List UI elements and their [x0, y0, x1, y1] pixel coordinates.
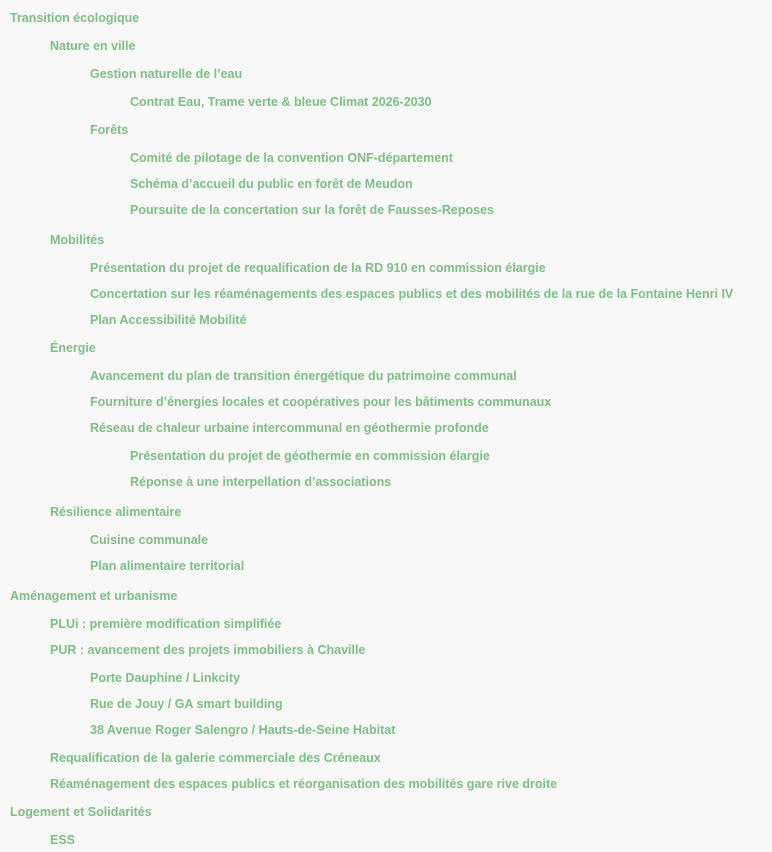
- toc-link-level-2[interactable]: Rue de Jouy / GA smart building: [90, 697, 283, 711]
- toc-link-level-0[interactable]: Aménagement et urbanisme: [10, 589, 178, 603]
- toc-link-level-1[interactable]: Requalification de la galerie commerciale des Créneaux: [50, 751, 381, 765]
- toc-link-level-2[interactable]: Cuisine communale: [90, 533, 209, 547]
- toc-link-level-2[interactable]: Porte Dauphine / Linkcity: [90, 671, 241, 685]
- toc-link-level-3[interactable]: Poursuite de la concertation sur la forêt de Fausses-Reposes: [130, 203, 494, 217]
- toc-link-level-1[interactable]: Énergie: [50, 341, 96, 355]
- toc-link-level-2[interactable]: Forêts: [90, 123, 129, 137]
- toc-link-level-3[interactable]: Réponse à une interpellation d’associations: [130, 475, 392, 489]
- toc-link-level-1[interactable]: PLUi : première modification simplifiée: [50, 617, 282, 631]
- toc-link-level-1[interactable]: Résilience alimentaire: [50, 505, 182, 519]
- toc-link-level-3[interactable]: Présentation du projet de géothermie en commission élargie: [130, 449, 490, 463]
- toc-link-level-3[interactable]: Comité de pilotage de la convention ONF-département: [130, 151, 453, 165]
- toc-link-level-0[interactable]: Transition écologique: [10, 11, 140, 25]
- toc-link-level-3[interactable]: Contrat Eau, Trame verte & bleue Climat 2026-2030: [130, 95, 432, 109]
- toc-link-level-2[interactable]: Concertation sur les réaménagements des espaces publics et des mobilités de la rue de la Fontaine Henri IV: [90, 287, 734, 301]
- toc-link-level-2[interactable]: Fourniture d’énergies locales et coopératives pour les bâtiments communaux: [90, 395, 552, 409]
- toc-link-level-1[interactable]: ESS: [50, 833, 76, 847]
- toc-link-level-2[interactable]: Gestion naturelle de l’eau: [90, 67, 243, 81]
- toc-link-level-0[interactable]: Logement et Solidarités: [10, 805, 152, 819]
- toc-link-level-2[interactable]: 38 Avenue Roger Salengro / Hauts-de-Seine Habitat: [90, 723, 396, 737]
- toc-link-level-2[interactable]: Plan alimentaire territorial: [90, 559, 245, 573]
- toc-link-level-2[interactable]: Présentation du projet de requalification de la RD 910 en commission élargie: [90, 261, 546, 275]
- toc-link-level-1[interactable]: Réaménagement des espaces publics et réorganisation des mobilités gare rive droite: [50, 777, 558, 791]
- toc-link-level-2[interactable]: Plan Accessibilité Mobilité: [90, 313, 247, 327]
- toc-link-level-3[interactable]: Schéma d’accueil du public en forêt de Meudon: [130, 177, 413, 191]
- toc-link-level-1[interactable]: Nature en ville: [50, 39, 136, 53]
- toc-link-level-2[interactable]: Réseau de chaleur urbaine intercommunal en géothermie profonde: [90, 421, 489, 435]
- toc-link-level-1[interactable]: Mobilités: [50, 233, 105, 247]
- toc-link-level-1[interactable]: PUR : avancement des projets immobiliers à Chaville: [50, 643, 366, 657]
- toc-link-level-2[interactable]: Avancement du plan de transition énergétique du patrimoine communal: [90, 369, 517, 383]
